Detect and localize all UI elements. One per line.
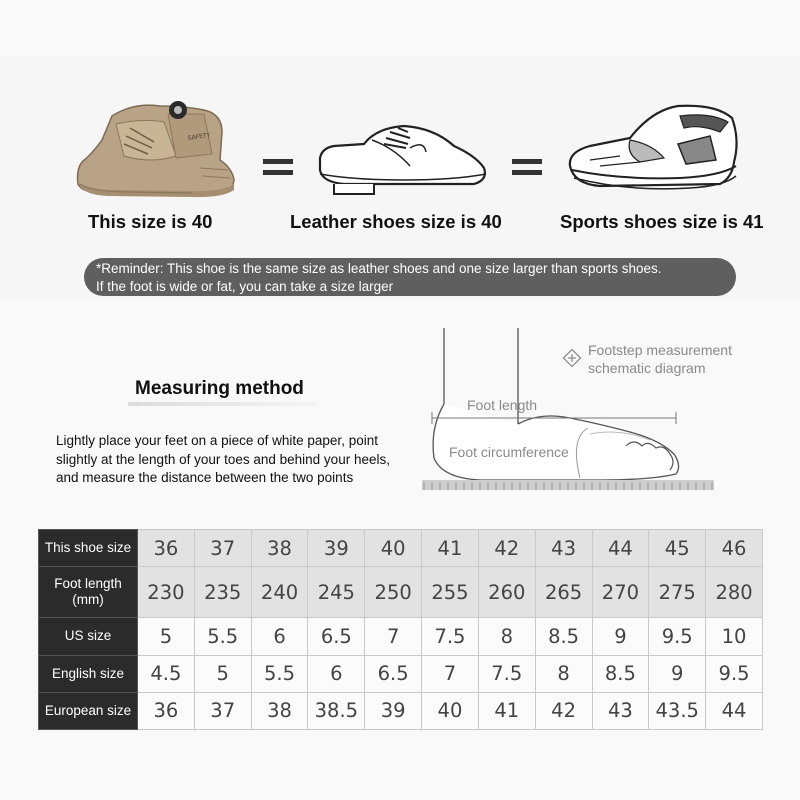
sports-shoe-icon xyxy=(560,100,746,196)
table-cell: 4.5 xyxy=(138,655,195,692)
row-header-foot-length-line-2: (mm) xyxy=(72,592,104,608)
equals-icon xyxy=(512,156,542,178)
table-cell: 38 xyxy=(251,530,308,567)
table-cell: 7 xyxy=(422,655,479,692)
table-cell: 280 xyxy=(706,567,763,618)
caption-leather-size: Leather shoes size is 40 xyxy=(290,211,502,232)
boot-print-text: SAFETY xyxy=(187,131,211,142)
table-row xyxy=(39,567,763,618)
foot-circumference-label: Foot circumference xyxy=(449,444,569,460)
work-boot-icon xyxy=(72,98,242,200)
table-cell: 255 xyxy=(422,567,479,618)
table-cell: 7.5 xyxy=(478,655,535,692)
table-cell: 9.5 xyxy=(706,655,763,692)
table-cell: 42 xyxy=(478,530,535,567)
row-header-this-shoe-size: This shoe size xyxy=(39,530,138,567)
table-cell: 43 xyxy=(535,530,592,567)
row-header-european-size: European size xyxy=(39,692,138,729)
caption-sports-size: Sports shoes size is 41 xyxy=(560,211,764,232)
title-underline xyxy=(128,402,318,406)
table-cell: 40 xyxy=(422,692,479,729)
diagram-title-line-1: Footstep measurement xyxy=(588,342,732,358)
reminder-line-2: If the foot is wide or fat, you can take a size larger xyxy=(96,279,394,294)
table-cell: 9 xyxy=(649,655,706,692)
table-cell: 39 xyxy=(308,530,365,567)
row-header-foot-length xyxy=(39,567,138,618)
reminder-banner xyxy=(84,258,736,296)
table-cell: 240 xyxy=(251,567,308,618)
table-cell: 44 xyxy=(592,530,649,567)
table-cell: 265 xyxy=(535,567,592,618)
table-cell: 230 xyxy=(138,567,195,618)
table-cell: 38.5 xyxy=(308,692,365,729)
table-cell: 6.5 xyxy=(365,655,422,692)
table-cell: 37 xyxy=(194,530,251,567)
table-cell: 270 xyxy=(592,567,649,618)
table-cell: 275 xyxy=(649,567,706,618)
table-cell: 38 xyxy=(251,692,308,729)
table-cell: 40 xyxy=(365,530,422,567)
table-cell: 5 xyxy=(194,655,251,692)
table-cell: 41 xyxy=(478,692,535,729)
table-row xyxy=(39,530,763,567)
reminder-line-1: *Reminder: This shoe is the same size as leather shoes and one size larger than sports shoes. xyxy=(96,261,662,276)
table-cell: 37 xyxy=(194,692,251,729)
row-header-english-size: English size xyxy=(39,655,138,692)
table-cell: 9.5 xyxy=(649,618,706,655)
table-cell: 43 xyxy=(592,692,649,729)
leather-shoe-icon xyxy=(314,118,494,198)
table-cell: 6 xyxy=(251,618,308,655)
table-cell: 45 xyxy=(649,530,706,567)
table-cell: 10 xyxy=(706,618,763,655)
size-table xyxy=(38,529,763,730)
row-header-us-size: US size xyxy=(39,618,138,655)
table-cell: 41 xyxy=(422,530,479,567)
table-cell: 42 xyxy=(535,692,592,729)
table-cell: 39 xyxy=(365,692,422,729)
table-cell: 36 xyxy=(138,530,195,567)
table-cell: 235 xyxy=(194,567,251,618)
table-cell: 9 xyxy=(592,618,649,655)
table-row xyxy=(39,692,763,729)
table-cell: 6.5 xyxy=(308,618,365,655)
table-cell: 5.5 xyxy=(251,655,308,692)
foot-length-label: Foot length xyxy=(467,397,538,413)
table-cell: 36 xyxy=(138,692,195,729)
measuring-method-title: Measuring method xyxy=(135,378,304,399)
table-row xyxy=(39,618,763,655)
table-cell: 8.5 xyxy=(592,655,649,692)
table-cell: 8.5 xyxy=(535,618,592,655)
diagram-title-line-2: schematic diagram xyxy=(588,360,706,376)
table-cell: 7 xyxy=(365,618,422,655)
table-cell: 46 xyxy=(706,530,763,567)
table-cell: 6 xyxy=(308,655,365,692)
row-header-foot-length-line-1: Foot length xyxy=(54,576,122,592)
table-cell: 5 xyxy=(138,618,195,655)
table-cell: 5.5 xyxy=(194,618,251,655)
table-cell: 250 xyxy=(365,567,422,618)
table-cell: 8 xyxy=(478,618,535,655)
equals-icon xyxy=(263,156,293,178)
table-row xyxy=(39,655,763,692)
table-cell: 260 xyxy=(478,567,535,618)
table-cell: 7.5 xyxy=(422,618,479,655)
table-cell: 43.5 xyxy=(649,692,706,729)
table-cell: 8 xyxy=(535,655,592,692)
table-cell: 44 xyxy=(706,692,763,729)
caption-this-size: This size is 40 xyxy=(88,211,213,232)
measuring-method-description: Lightly place your feet on a piece of white paper, point slightly at the length of your toes and behind your heels, and measure the distance between the two points xyxy=(56,433,390,485)
crosshair-icon xyxy=(563,349,581,367)
table-cell: 245 xyxy=(308,567,365,618)
